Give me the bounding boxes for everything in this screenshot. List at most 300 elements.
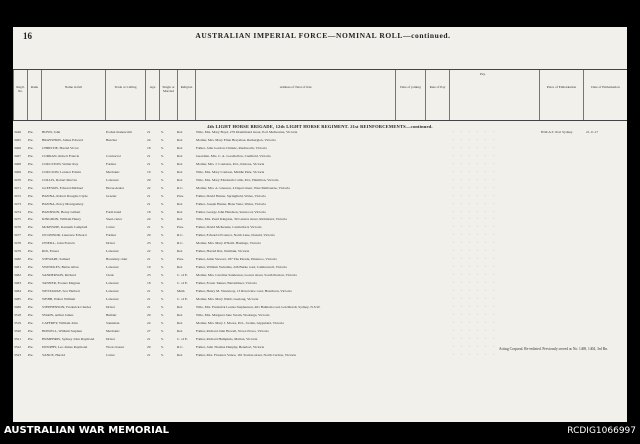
cell-rank: Pte. (28, 210, 34, 214)
table-row (13, 179, 627, 187)
cell-kin: Wife, Mrs. Mary Elizabeth Collis, P.O., Hamilton, Victoria (196, 178, 279, 182)
cell-rel: Ref. (177, 210, 183, 214)
cell-name: STEWART, Samuel (42, 258, 70, 262)
cell-sm: S. (161, 218, 164, 222)
cell-kin: Father, David Hanna, Springfield, Wales, Victoria (196, 194, 266, 198)
cell-kin: Wife, Mrs. Pearl Kingdon, 39 Lennox street, Richmond, Victoria (196, 218, 287, 222)
cell-kin: Father, Richard John Howell, Nowa Nowa, Victoria (196, 329, 269, 333)
cell-no: 3473 (14, 202, 21, 206)
cell-rank: Pte. (28, 234, 34, 238)
page-title: AUSTRALIAN IMPERIAL FORCE—NOMINAL ROLL—continued. (195, 31, 451, 40)
cell-sm: S. (161, 297, 164, 301)
cell-name: HANNA, Robert Douglas Clyde (42, 194, 88, 198)
cell-trade: Salesman (106, 321, 120, 325)
cell-kin: Father, Joseph Hanna, Bena Vena, Wales, Victoria (196, 202, 266, 206)
cell-rel: Ref. (177, 162, 183, 166)
cell-sm: S. (161, 266, 164, 270)
cell-rel: Ref. (177, 329, 183, 333)
header-regtl-no: Regtl. No. (13, 70, 27, 120)
cell-kin: Mother, Mrs. Mary Ellen Brayshon, Rutherglen, Victoria (196, 138, 276, 142)
cell-trade: Boundary rider (106, 258, 128, 262)
embarkation-date: 21.11.17 (586, 131, 599, 134)
header-rate-pay: Rate of Pay (425, 70, 449, 120)
cell-trade: Farmer (106, 162, 117, 166)
cell-no: 3472 (14, 194, 21, 198)
cell-no: 3474 (14, 210, 21, 214)
cell-age: 22 (147, 186, 151, 190)
cell-name: CURRAN, Robert Francis (42, 154, 80, 158)
cell-pay-marks: · · · · · · (453, 242, 498, 246)
header-next-of-kin: Address of Next of Kin (195, 70, 395, 120)
cell-name: TANNER, Fosters Magnus (42, 282, 80, 286)
cell-rel: C. of E. (177, 337, 188, 341)
cell-trade: Labourer (106, 178, 119, 182)
cell-sm: S. (161, 170, 164, 174)
cell-pay-marks: · · · · · · (453, 337, 498, 341)
cell-rel: Ref. (177, 305, 183, 309)
cell-sm: S. (161, 337, 164, 341)
cell-trade: Carter (106, 226, 115, 230)
cell-sm: S. (161, 194, 164, 198)
cell-age: 18 (147, 282, 151, 286)
cell-no: 3480 (14, 258, 21, 262)
cell-sm: S. (161, 242, 164, 246)
cell-sm: S. (161, 178, 164, 182)
table-row (13, 306, 627, 314)
cell-name: COULSTON, Walter Roy (42, 162, 79, 166)
table-row (13, 203, 627, 211)
cell-sm: S. (161, 186, 164, 190)
cell-kin: Father, Allan Stewart, 187 The Parade, Pinnaroo, Victoria (196, 258, 277, 262)
cell-no: 3466 (14, 146, 21, 150)
cell-trade: Horse-dealer (106, 186, 125, 190)
cell-sm: S. (161, 226, 164, 230)
column-headers (13, 69, 627, 121)
cell-kin: Father, Harold Rix, Natimuk, Victoria (196, 250, 250, 254)
cell-kin: Mother, Mrs. A. Gleeson, 4 Dapel street, West Melbourne, Victoria (196, 186, 290, 190)
cell-no: 3469 (14, 170, 21, 174)
cell-rank: Pte. (28, 266, 34, 270)
cell-rank: Pte. (28, 154, 34, 158)
cell-rel: R.C. (177, 242, 184, 246)
cell-rel: Ref. (177, 154, 183, 158)
table-row (13, 131, 627, 139)
cell-age: 22 (147, 250, 151, 254)
cell-kin: Wife, Mrs. Mary Boyd, 279 Drummond street, Port Melbourne, Victoria (196, 131, 298, 134)
cell-sm: S. (161, 290, 164, 293)
cell-pay-marks: · · · · · · (453, 282, 498, 286)
cell-name: BOYD, John (42, 131, 61, 134)
cell-sm: S. (161, 274, 164, 278)
cell-age: 20 (147, 345, 151, 349)
cell-rank: Pte. (28, 186, 34, 190)
cell-trade: Labourer (106, 266, 119, 270)
cell-pay-marks: · · · · · · (453, 266, 498, 270)
cell-kin: Father, Henry M. Westaway, 13 Riverview road, Hawthorn, Victoria (196, 290, 292, 293)
page-number: 16 (23, 31, 32, 41)
cell-kin: Wife, Mrs. Mary Coulson, Middle Park, Victoria (196, 170, 265, 174)
cell-age: 24 (147, 218, 151, 222)
cell-no: 3467 (14, 154, 21, 158)
cell-rank: Pte. (28, 305, 34, 309)
cell-trade: Wool-classer (106, 345, 125, 349)
cell-no: 3468 (14, 162, 21, 166)
header-rank: Rank (27, 70, 41, 120)
table-row (13, 211, 627, 219)
cell-pay-marks: · · · · · · (453, 290, 498, 293)
cell-age: 24 (147, 321, 151, 325)
cell-trade: Driver (106, 305, 116, 309)
cell-age: 21 (147, 305, 151, 309)
cell-no: 3481 (14, 266, 21, 270)
cell-name: BRAYSHON, James Edward (42, 138, 83, 142)
cell-trade: Grazier (106, 194, 117, 198)
cell-name: O'CONNOR, Laurence Edward (42, 234, 87, 238)
table-row (13, 258, 627, 266)
cell-rel: Ref. (177, 170, 183, 174)
cell-pay-marks: · · · · · · (453, 218, 498, 222)
cell-kin: Mother, Mrs. Caroline Sanderson, Gower street, South Preston, Victoria (196, 274, 297, 278)
cell-name: WESTAWAY, Ivor Herbert (42, 290, 80, 293)
cell-no: 3479 (14, 250, 21, 254)
cell-no: 3521 (14, 337, 21, 341)
cell-rank: Pte. (28, 313, 34, 317)
cell-no: 3519 (14, 321, 21, 325)
cell-name: HUMPHRIS, Sydney John Raymond (42, 337, 95, 341)
cell-name: SWAIN, Arthur James (42, 313, 74, 317)
cell-pay-marks: · · · · · · (453, 274, 498, 278)
cell-age: 18 (147, 146, 151, 150)
table-row (13, 242, 627, 250)
cell-sm: S. (161, 250, 164, 254)
cell-rel: Ref. (177, 353, 183, 357)
cell-trade: Clerk (106, 274, 114, 278)
table-row (13, 147, 627, 155)
footer-credit: AUSTRALIAN WAR MEMORIAL (4, 425, 169, 436)
cell-no: 3465 (14, 138, 21, 142)
cell-rel: C. of E. (177, 274, 188, 278)
cell-pay-marks: · · · · · · (453, 162, 498, 166)
cell-trade: Carter (106, 353, 115, 357)
footer-bar (0, 424, 640, 444)
cell-rel: R.C. (177, 345, 184, 349)
cell-rel: Ref. (177, 218, 183, 222)
cell-name: DUNPHY, Leo James Raymond (42, 345, 88, 349)
cell-name: McKENZIE, Kenneth Campbell (42, 226, 88, 230)
table-row (13, 187, 627, 195)
cell-sm: S. (161, 210, 164, 214)
cell-rel: Ref. (177, 313, 183, 317)
cell-age: 21 (147, 202, 151, 206)
cell-name: GLEESON, Edward Michael (42, 186, 83, 190)
cell-pay-marks: · · · · · · (453, 353, 498, 357)
cell-name: SANDERSON, Richard (42, 274, 76, 278)
cell-age: 21 (147, 290, 151, 293)
cell-kin: Father, John Thomas Dunphy, Beaufort, Victoria (196, 345, 265, 349)
table-row (13, 322, 627, 330)
cell-pay-marks: · · · · · · (453, 226, 498, 230)
cell-rank: Pte. (28, 138, 34, 142)
cell-rel: Pres. (177, 226, 184, 230)
cell-name: CAFFREY, William John (42, 321, 78, 325)
cell-pay-marks: · · · · · · (453, 194, 498, 198)
cell-rank: Pte. (28, 242, 34, 246)
cell-sm: S. (161, 154, 164, 158)
cell-age: 20 (147, 234, 151, 238)
cell-no: 3523 (14, 353, 21, 357)
cell-age: 21 (147, 353, 151, 357)
cell-trade: Labourer (106, 297, 119, 301)
header-place-embarkation: Place of Embarkation (539, 70, 583, 120)
cell-kin: Father, Mrs. Florence Vance, 161 Station street, North Carlton, Victoria (196, 353, 297, 357)
nominal-roll-page (13, 27, 627, 422)
table-row (13, 298, 627, 306)
cell-age: 21 (147, 131, 151, 134)
cell-age: 21 (147, 297, 151, 301)
cell-sm: S. (161, 282, 164, 286)
cell-pay-marks: · · · · · · (453, 202, 498, 206)
cell-name: O'NEILL, John Francis (42, 242, 75, 246)
cell-rank: Pte. (28, 250, 34, 254)
cell-name: RIX, Ernest (42, 250, 59, 254)
cell-trade: Mechanic (106, 329, 120, 333)
cell-rank: Pte. (28, 337, 34, 341)
cell-rank: Pte. (28, 146, 34, 150)
cell-name: STEPHENSON, Frederick Charles (42, 305, 92, 309)
cell-pay-marks: · · · · · · (453, 138, 498, 142)
cell-no: 3477 (14, 234, 21, 238)
cell-rank: Pte. (28, 178, 34, 182)
cell-rank: Pte. (28, 353, 34, 357)
cell-rel: Ref. (177, 178, 183, 182)
cell-name: KINGDON, William Henry (42, 218, 81, 222)
cell-age: 23 (147, 242, 151, 246)
cell-age: 19 (147, 266, 151, 270)
cell-rel: C. of E. (177, 282, 188, 286)
cell-pay-marks: · · · · · · (453, 178, 498, 182)
table-row (13, 163, 627, 171)
table-row (13, 338, 627, 346)
cell-name: SWINDLES, Bertie Allan (42, 266, 79, 270)
cell-no: 3482 (14, 274, 21, 278)
cell-age: 23 (147, 274, 151, 278)
cell-sm: S. (161, 131, 164, 134)
cell-no: 3485 (14, 297, 21, 301)
cell-no: 3470 (14, 178, 21, 182)
cell-kin: Mother, Mrs. Mary Webb, Geelong, Victoria (196, 297, 259, 301)
cell-pay-marks: · · · · · · (453, 345, 498, 349)
cell-rel: R.C. (177, 234, 184, 238)
cell-kin: Wife, Mrs. Margaret Jane Swain, Wodonga, Victoria (196, 313, 270, 317)
cell-kin: Father, George John Handson, Sunwood, Victoria (196, 210, 266, 214)
cell-age: 27 (147, 329, 151, 333)
cell-rank: Pte. (28, 258, 34, 262)
pay-header: Pay. (480, 72, 486, 76)
cell-no: 3518 (14, 313, 21, 317)
cell-age: 21 (147, 154, 151, 158)
cell-rank: Pte. (28, 226, 34, 230)
cell-no: 3446 (14, 131, 21, 134)
table-row (13, 290, 627, 298)
cell-rank: Pte. (28, 274, 34, 278)
cell-pay-marks: · · · · · · (453, 297, 498, 301)
cell-rank: Pte. (28, 162, 34, 166)
cell-sm: S. (161, 234, 164, 238)
cell-trade: Mechanic (106, 170, 120, 174)
cell-no: 3522 (14, 345, 21, 349)
cell-age: 20 (147, 313, 151, 317)
cell-rel: Ref. (177, 266, 183, 270)
cell-kin: Guardian, Mrs. C. A. Goodfellow, Caulfield, Victoria (196, 154, 271, 158)
table-row (13, 266, 627, 274)
cell-age: 21 (147, 258, 151, 262)
cell-no: 3520 (14, 329, 21, 333)
cell-age: 20 (147, 178, 151, 182)
cell-kin: Mother, Mrs. Mary O'Neill, Hastings, Victoria (196, 242, 261, 246)
cell-rel: Pres. (177, 194, 184, 198)
table-row (13, 314, 627, 322)
cell-pay-marks: · · · · · · (453, 131, 498, 134)
cell-trade: Driver (106, 337, 116, 341)
cell-age: 21 (147, 226, 151, 230)
cell-rank: Pte. (28, 194, 34, 198)
cell-trade: Butcher (106, 138, 118, 142)
cell-rank: Pte. (28, 345, 34, 349)
footnote: Acting Corporal. Re-enlisted. Previously served as No. 1469, 1404, 3rd Bn. (499, 347, 608, 351)
table-row (13, 218, 627, 226)
cell-pay-marks: · · · · · · (453, 250, 498, 254)
cell-trade: Labourer (106, 250, 119, 254)
cell-pay-marks: · · · · · · (453, 146, 498, 150)
cell-no: 3483 (14, 282, 21, 286)
cell-trade: Farm hand (106, 210, 122, 214)
cell-rank: Pte. (28, 297, 34, 301)
cell-age: 21 (147, 337, 151, 341)
cell-no: 3475 (14, 218, 21, 222)
cell-age: 24 (147, 138, 151, 142)
header-religion: Religion (177, 70, 195, 120)
cell-name: HANNA, Percy Montgomery (42, 202, 84, 206)
cell-rank: Pte. (28, 321, 34, 325)
cell-rel: Ref. (177, 146, 183, 150)
cell-rel: Meth. (177, 290, 186, 293)
header-date-joining: Date of joining (395, 70, 425, 120)
cell-trade: Builder (106, 313, 117, 317)
cell-pay-marks: · · · · · · (453, 210, 498, 214)
footer-record-id: RCDIG1066997 (567, 426, 636, 436)
cell-sm: S. (161, 138, 164, 142)
cell-sm: S. (161, 329, 164, 333)
cell-name: VANCE, Harold (42, 353, 66, 357)
cell-sm: S. (161, 202, 164, 206)
table-row (13, 354, 627, 362)
cell-rel: Pres. (177, 258, 184, 262)
cell-sm: S. (161, 258, 164, 262)
cell-sm: S. (161, 321, 164, 325)
cell-trade: Driver (106, 242, 116, 246)
cell-pay-marks: · · · · · · (453, 258, 498, 262)
cell-name: HANDSON, Henry Gilbert (42, 210, 81, 214)
cell-rank: Pte. (28, 218, 34, 222)
cell-rank: Pte. (28, 282, 34, 286)
cell-pay-marks: · · · · · · (453, 321, 498, 325)
table-row (13, 226, 627, 234)
cell-pay-marks: · · · · · · (453, 234, 498, 238)
cell-pay-marks: · · · · · · (453, 313, 498, 317)
table-row (13, 234, 627, 242)
cell-sm: S. (161, 146, 164, 150)
cell-kin: Mother, Mrs. J. Coulston, P.O., Kinross, Victoria (196, 162, 265, 166)
cell-no: 3486 (14, 305, 21, 309)
embarkation-ship: H.M.A.T. Port Sydney (541, 131, 573, 134)
cell-rel: R.C. (177, 186, 184, 190)
table-row (13, 330, 627, 338)
table-row (13, 282, 627, 290)
cell-rank: Pte. (28, 290, 34, 293)
table-row (13, 155, 627, 163)
header-trade: Trade or Calling (105, 70, 145, 120)
cell-pay-marks: · · · · · · (453, 154, 498, 158)
table-row (13, 274, 627, 282)
header-age: Age (145, 70, 159, 120)
cell-kin: Father, Edward O'Connor, North Lane, Donald, Victoria (196, 234, 275, 238)
table-row (13, 250, 627, 258)
cell-kin: Wife, Mrs. Frederick Louisa Stephenson, 461 Balmain road, Leichhardt, Sydney, N.S.W. (196, 305, 321, 309)
table-row (13, 171, 627, 179)
cell-name: CHRISTIE, Harold Victor (42, 146, 79, 150)
cell-rank: Pte. (28, 170, 34, 174)
cell-sm: S. (161, 353, 164, 357)
cell-kin: Father, John Gordon Christie, Rushworth, Victoria (196, 146, 267, 150)
table-row (13, 195, 627, 203)
cell-name: COULSON, Lennox Edwin (42, 170, 81, 174)
cell-no: 3476 (14, 226, 21, 230)
cell-age: 21 (147, 162, 151, 166)
cell-kin: Mother, Mrs. Mary J. Moore, P.O., Jordan, Gippsland, Victoria (196, 321, 284, 325)
cell-name: COLLIS, Robert Mervin (42, 178, 77, 182)
cell-pay-marks: · · · · · · (453, 329, 498, 333)
cell-rel: C. of E. (177, 297, 188, 301)
cell-rel: Ref. (177, 138, 183, 142)
cell-sm: S. (161, 345, 164, 349)
cell-trade: Contractor (106, 154, 121, 158)
cell-kin: Father, Foster Tanner, Barrambeet, Victoria (196, 282, 257, 286)
cell-sm: S. (161, 313, 164, 317)
cell-trade: Labourer (106, 282, 119, 286)
cell-no: 3471 (14, 186, 21, 190)
header-name: Name in full (41, 70, 105, 120)
cell-rel: Ref. (177, 131, 183, 134)
header-single-married: Single or Married (159, 70, 177, 120)
cell-name: HOWELL, William Stephen (42, 329, 82, 333)
cell-no: 3484 (14, 290, 21, 293)
cell-kin: Father, David McKenzie, Carmelford, Victoria (196, 226, 262, 230)
cell-age: 21 (147, 194, 151, 198)
cell-trade: Pocket manuscrim (106, 131, 132, 134)
cell-kin: Father, Richard Humphris, Mallon, Victoria (196, 337, 258, 341)
cell-pay-marks: · · · · · · (453, 186, 498, 190)
cell-sm: S. (161, 305, 164, 309)
cell-sm: S. (161, 162, 164, 166)
cell-pay-marks: · · · · · · (453, 305, 498, 309)
cell-pay-marks: · · · · · · (453, 170, 498, 174)
cell-rel: Ref. (177, 202, 183, 206)
cell-rank: Pte. (28, 202, 34, 206)
cell-kin: Father, William Swindles, 226 Burke road, Camberwell, Victoria (196, 266, 287, 270)
cell-age: 19 (147, 170, 151, 174)
cell-name: WEBB, Walter William (42, 297, 76, 301)
cell-age: 18 (147, 210, 151, 214)
